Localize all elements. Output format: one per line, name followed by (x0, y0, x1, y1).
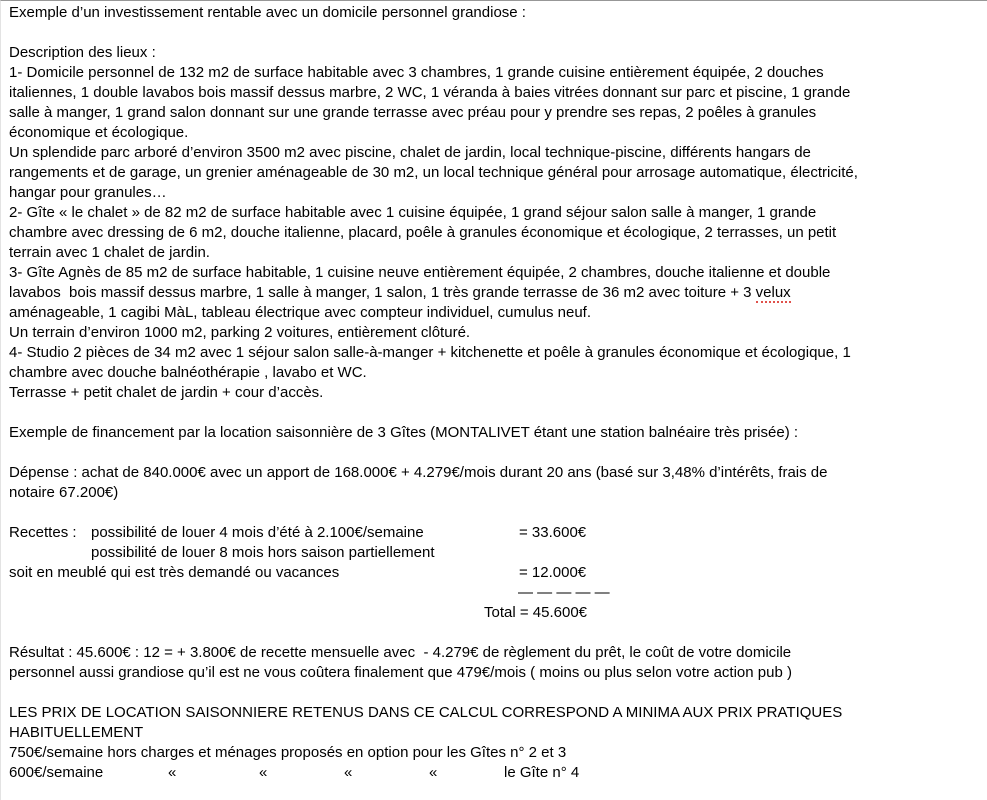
recettes-line (9, 523, 987, 543)
recettes-amount: = 33.600€ (519, 524, 587, 541)
ditto-mark: « (259, 764, 268, 781)
recettes-label: Recettes : (9, 524, 77, 541)
resultat-line: Résultat : 45.600€ : 12 = + 3.800€ de recette mensuelle avec - 4.279€ de règlement du prêt, le coût de votre domicile (9, 644, 792, 661)
total-amount: Total = 45.600€ (484, 604, 588, 621)
text-line: 4- Studio 2 pièces de 34 m2 avec 1 séjour salon salle-à-manger + kitchenette et poêle à granules économique et écologique, 1 (9, 344, 851, 361)
blank-line (9, 683, 987, 703)
text-line: 2- Gîte « le chalet » de 82 m2 de surface habitable avec 1 cuisine équipée, 1 grand séjour salon salle à manger, 1 grande (9, 204, 817, 221)
misspelled-word: velux (755, 284, 791, 301)
depense-line: Dépense : achat de 840.000€ avec un apport de 168.000€ + 4.279€/mois durant 20 ans (basé sur 3,48% d’intérêts, frais de (9, 464, 828, 481)
blank-line (9, 403, 987, 423)
recettes-item: soit en meublé qui est très demandé ou vacances (9, 564, 340, 581)
price-line (9, 763, 987, 783)
text-line: terrain avec 1 chalet de jardin. (9, 244, 210, 261)
text-line: 1- Domicile personnel de 132 m2 de surface habitable avec 3 chambres, 1 grande cuisine entièrement équipée, 2 douches (9, 64, 824, 81)
price-value: 600€/semaine (9, 764, 104, 781)
text-line: 3- Gîte Agnès de 85 m2 de surface habitable, 1 cuisine neuve entièrement équipée, 2 chambres, douche italienne et double (9, 264, 831, 281)
text-line: Un splendide parc arboré d’environ 3500 m2 avec piscine, chalet de jardin, local technique-piscine, différents hangars de (9, 144, 811, 161)
text-line: chambre avec dressing de 6 m2, douche italienne, placard, poêle à granules économique et écologique, 2 terrasses, un petit (9, 224, 837, 241)
text-line-with-misspelling (9, 283, 987, 303)
blank-line (9, 443, 987, 463)
recettes-item: possibilité de louer 4 mois d’été à 2.100€/semaine (91, 524, 424, 541)
text-line: hangar pour granules… (9, 184, 167, 201)
sum-rule-dashes: — — — — — (518, 584, 610, 601)
sum-rule-line (9, 583, 987, 603)
text-line: salle à manger, 1 grand salon donnant sur une grande terrasse avec préau pour y prendre ses repas, 2 poêles à granules (9, 104, 817, 121)
price-target: le Gîte n° 4 (504, 764, 580, 781)
text-line: économique et écologique. (9, 124, 189, 141)
recettes-line (9, 543, 987, 563)
depense-line: notaire 67.200€) (9, 484, 119, 501)
total-line (9, 603, 987, 623)
ditto-mark: « (344, 764, 353, 781)
text-line: aménageable, 1 cagibi MàL, tableau électrique avec compteur individuel, cumulus neuf. (9, 304, 592, 321)
prices-note-line: HABITUELLEMENT (9, 724, 144, 741)
financing-heading: Exemple de financement par la location saisonnière de 3 Gîtes (MONTALIVET étant une station balnéaire très prisée) : (9, 424, 799, 441)
recettes-item: possibilité de louer 8 mois hors saison partiellement (91, 544, 435, 561)
ditto-mark: « (429, 764, 438, 781)
recettes-amount: = 12.000€ (519, 564, 587, 581)
price-line: 750€/semaine hors charges et ménages proposés en option pour les Gîtes n° 2 et 3 (9, 744, 567, 761)
prices-note-line: LES PRIX DE LOCATION SAISONNIERE RETENUS DANS CE CALCUL CORRESPOND A MINIMA AUX PRIX PRATIQUES (9, 704, 843, 721)
description-heading: Description des lieux : (9, 44, 156, 61)
text-line: Terrasse + petit chalet de jardin + cour d’accès. (9, 384, 324, 401)
document-title: Exemple d’un investissement rentable avec un domicile personnel grandiose : (9, 4, 526, 21)
blank-line (9, 623, 987, 643)
recettes-line (9, 563, 987, 583)
text-line: chambre avec douche balnéothérapie , lavabo et WC. (9, 364, 367, 381)
blank-line (9, 23, 987, 43)
blank-line (9, 503, 987, 523)
text-line: Un terrain d’environ 1000 m2, parking 2 voitures, entièrement clôturé. (9, 324, 471, 341)
resultat-line: personnel aussi grandiose qu’il est ne vous coûtera finalement que 479€/mois ( moins ou plus selon votre action pub ) (9, 664, 792, 681)
ditto-mark: « (168, 764, 177, 781)
text-segment: lavabos bois massif dessus marbre, 1 salle à manger, 1 salon, 1 très grande terrasse de 36 m2 avec toiture + 3 (9, 284, 756, 301)
text-line: rangements et de garage, un grenier aménageable de 30 m2, un local technique général pour arrosage automatique, électricité, (9, 164, 858, 181)
text-line: italiennes, 1 double lavabos bois massif dessus marbre, 2 WC, 1 véranda à baies vitrées donnant sur parc et piscine, 1 grande (9, 84, 851, 101)
